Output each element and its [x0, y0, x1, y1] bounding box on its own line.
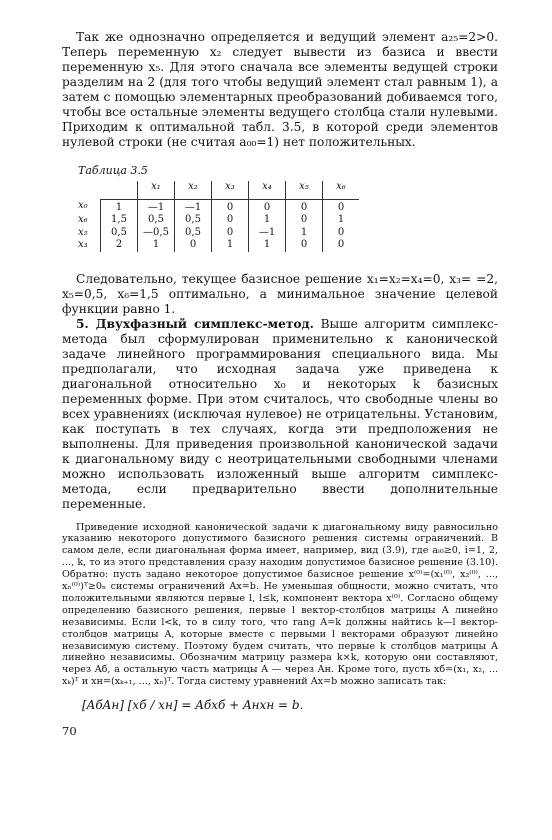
table-cell: 1	[249, 239, 286, 252]
table-row	[78, 239, 359, 252]
table-cell: 1,5	[101, 214, 138, 227]
table-cell: 0	[212, 199, 249, 214]
paragraph-result: Следовательно, текущее базисное решение x₁=x₂=x₄=0, x₃= =2, x₅=0,5, x₆=1,5 оптимально, а минимальное значение целевой функции равно 1.	[62, 271, 498, 316]
table-cell: —1	[138, 199, 175, 214]
section-heading: 5. Двухфазный симплекс-метод.	[76, 316, 314, 331]
table-cell: 0,5	[101, 227, 138, 240]
formula: [AбAн] [xб / xн] = Aбxб + Aнxн = b.	[82, 698, 304, 713]
table-row	[78, 199, 359, 214]
column-header: x₄	[249, 181, 286, 199]
table-cell: 0	[323, 199, 360, 214]
table-caption: Таблица 3.5	[78, 164, 148, 177]
table-cell: 0	[286, 199, 323, 214]
table-row	[78, 227, 359, 240]
row-label: x₆	[78, 214, 88, 225]
paragraph-intro: Так же однозначно определяется и ведущий элемент a₂₅=2>0. Теперь переменную x₂ следует вывести из базиса и ввести переменную x₅. Для этого сначала все элементы ведущей строки разделим на 2 (для того чтобы ведущий элемент стал равным 1), а затем с помощью элементарных преобразований добиваемся того, чтобы все остальные элементы ведущего столбца стали нулевыми. Приходим к оптимальной табл. 3.5, в которой среди элементов нулевой строки (не считая a₀₀=1) нет положительных.	[62, 30, 498, 149]
table-cell: 1	[138, 239, 175, 252]
table-cell: 1	[323, 214, 360, 227]
table-cell: 0	[175, 239, 212, 252]
page-number: 70	[62, 724, 77, 739]
paragraph-section	[62, 317, 498, 512]
table-cell: 0	[323, 239, 360, 252]
row-label: x₃	[78, 239, 88, 250]
table-cell: 0	[323, 227, 360, 240]
table-cell: 1	[101, 199, 138, 214]
table-cell: 2	[101, 239, 138, 252]
table-cell: —0,5	[138, 227, 175, 240]
column-header: x₃	[212, 181, 249, 199]
row-label: x₀	[78, 200, 88, 212]
table-cell: 1	[249, 214, 286, 227]
row-label: x₅	[78, 226, 88, 238]
page-content	[62, 30, 498, 738]
column-header: x₁	[138, 181, 175, 199]
table-cell: —1	[249, 227, 286, 240]
column-header: x₅	[286, 181, 323, 199]
simplex-table	[78, 181, 359, 252]
table-cell: 0	[212, 227, 249, 240]
column-header: x₆	[323, 181, 360, 199]
section-text: Выше алгоритм симплекс-метода был сформулирован применительно к канонической задаче линейного программирования специального вида. Мы предполагали, что исходная задача уже приведена к диагональной относительно x₀ и некоторых k базисных переменных форме. При этом считалось, что свободные члены во всех уравнениях (исключая нулевое) не отрицательны. Установим, как поступать в тех случаях, когда эти предположения не выполнены. Для приведения произвольной канонической задачи к диагональному виду с неотрицательными свободными членами можно использовать изложенный выше алгоритм симплекс-метода, если предварительно ввести дополнительные переменные.	[62, 316, 498, 511]
table-row	[78, 214, 359, 227]
table-cell: 1	[286, 227, 323, 240]
table-cell: 0,5	[138, 214, 175, 227]
table-cell: 0	[212, 214, 249, 227]
table-header-row	[78, 181, 359, 199]
table-cell: 0	[249, 199, 286, 214]
table-cell: 0,5	[175, 214, 212, 227]
paragraph-small-print: Приведение исходной канонической задачи к диагональному виду равносильно указанию некоторого допустимого базисного решения системы ограничений. В самом деле, если диагональная форма имеет, например, вид (3.9), где aᵢ₀≥0, i=1, 2, ..., k, то из этого представления сразу находим допустимое базисное решение (3.10). Обратно: пусть задано некоторое допустимое базисное решение x⁽⁰⁾=(x₁⁽⁰⁾, x₂⁽⁰⁾, ..., xₙ⁽⁰⁾)ᵀ≥0ₙ системы ограничений Ax=b. Не уменьшая общности, можно считать, что положительными являются первые l, l≤k, компонент вектора x⁽⁰⁾. Согласно общему определению базисного решения, первые l вектор-столбцов матрицы A линейно независимы. Если l<k, то в силу того, что rang A=k должны найтись k—l вектор-столбцов матрицы A, которые вместе с первыми l векторами образуют линейно независимую систему. Поэтому будем считать, что первые k столбцов матрицы A линейно независимы. Обозначим матрицу размера k×k, которую они составляют, через Aб, а остальную часть матрицы A — через Aн. Кроме того, пусть xб=(x₁, x₂, ... xₖ)ᵀ и xн=(xₖ₊₁, ..., xₙ)ᵀ. Тогда систему уравнений Ax=b можно записать так:	[62, 521, 498, 688]
table-cell: —1	[175, 199, 212, 214]
table-cell: 0,5	[175, 227, 212, 240]
column-header: x₂	[175, 181, 212, 199]
table-cell: 1	[212, 239, 249, 252]
table-cell: 0	[286, 239, 323, 252]
table-cell: 0	[286, 214, 323, 227]
